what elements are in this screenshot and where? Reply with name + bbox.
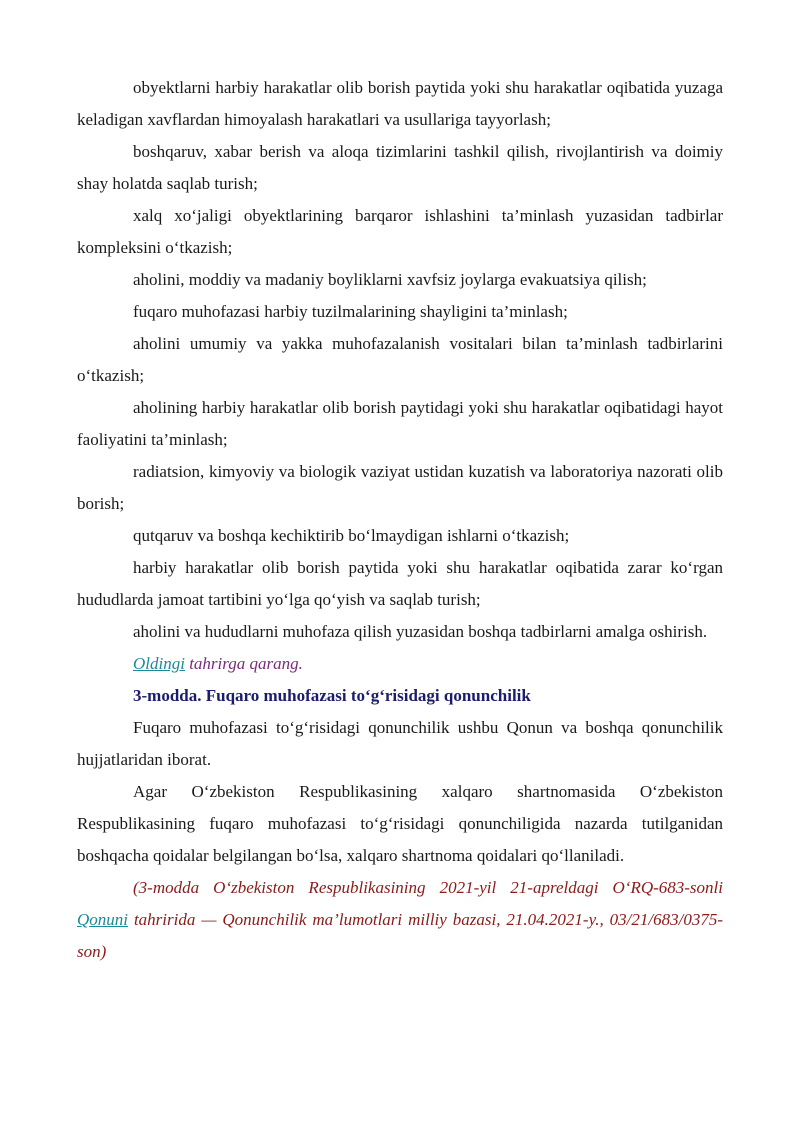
previous-edition-note	[77, 648, 723, 680]
law-link[interactable]: Qonuni	[77, 910, 128, 929]
article-paragraph: Agar O‘zbekiston Respublikasining xalqaro shartnomasida O‘zbekiston Respublikasining fuqaro muhofazasi to‘g‘risidagi qonunchiligida nazarda tutilganidan boshqacha qoidalar belgilangan bo‘lsa, xalqaro shartnoma qoidalari qo‘llaniladi.	[77, 782, 723, 865]
article-paragraph: Fuqaro muhofazasi to‘g‘risidagi qonunchilik ushbu Qonun va boshqa qonunchilik hujjatlaridan iborat.	[77, 718, 723, 769]
list-item: aholini umumiy va yakka muhofazalanish vositalari bilan ta’minlash tadbirlarini o‘tkazish;	[77, 334, 723, 385]
list-item: aholini, moddiy va madaniy boyliklarni xavfsiz joylarga evakuatsiya qilish;	[133, 270, 647, 289]
list-item: aholining harbiy harakatlar olib borish paytidagi yoki shu harakatlar oqibatidagi hayot faoliyatini ta’minlash;	[77, 398, 723, 449]
list-item: obyektlarni harbiy harakatlar olib borish paytida yoki shu harakatlar oqibatida yuzaga keladigan xavflardan himoyalash harakatlari va usullariga tayyorlash;	[77, 78, 723, 129]
document-page	[77, 72, 723, 968]
list-item: radiatsion, kimyoviy va biologik vaziyat ustidan kuzatish va laboratoriya nazorati olib borish;	[77, 462, 723, 513]
source-note	[77, 872, 723, 968]
article-heading: 3-modda. Fuqaro muhofazasi to‘g‘risidagi qonunchilik	[133, 686, 531, 705]
list-item: qutqaruv va boshqa kechiktirib bo‘lmaydigan ishlarni o‘tkazish;	[133, 526, 570, 545]
source-note-text: (3-modda O‘zbekiston Respublikasining 2021-yil 21-apreldagi O‘RQ-683-sonli	[133, 878, 723, 897]
previous-edition-text: tahrirga qarang.	[184, 654, 303, 673]
list-item: fuqaro muhofazasi harbiy tuzilmalarining shayligini ta’minlash;	[133, 302, 568, 321]
list-item: boshqaruv, xabar berish va aloqa tizimlarini tashkil qilish, rivojlantirish va doimiy shay holatda saqlab turish;	[77, 142, 723, 193]
previous-edition-link[interactable]: Oldingi	[133, 654, 185, 673]
list-item: harbiy harakatlar olib borish paytida yoki shu harakatlar oqibatida zarar ko‘rgan hududlarda jamoat tartibini yo‘lga qo‘yish va saqlab turish;	[77, 558, 723, 609]
list-item: aholini va hududlarni muhofaza qilish yuzasidan boshqa tadbirlarni amalga oshirish.	[133, 622, 708, 641]
source-note-text: tahririda — Qonunchilik ma’lumotlari milliy bazasi, 21.04.2021-y., 03/21/683/0375-son)	[77, 910, 723, 961]
list-item: xalq xo‘jaligi obyektlarining barqaror ishlashini ta’minlash yuzasidan tadbirlar kompleksini o‘tkazish;	[77, 206, 723, 257]
